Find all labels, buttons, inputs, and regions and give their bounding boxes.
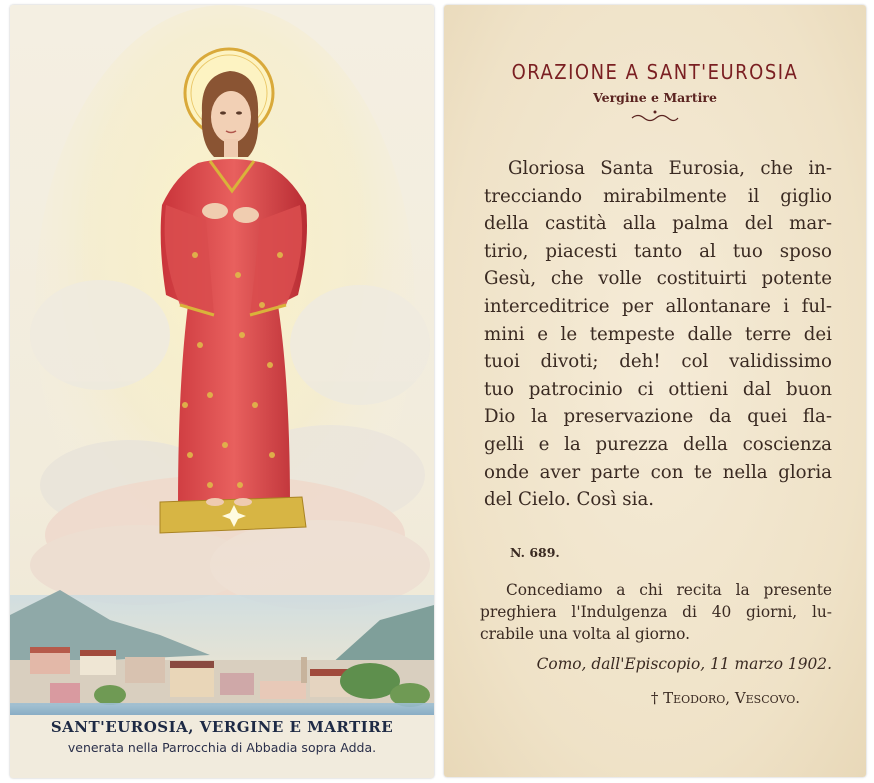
indulgence-line: Concediamo a chi recita la presente (506, 581, 832, 599)
indulgence-line: preghiera l'Indulgenza di 40 giorni, lu- (480, 603, 832, 621)
prayer-line: onde aver parte con te nella gloria (484, 461, 832, 483)
prayer-line: gelli e la purezza della coscienza (484, 433, 832, 455)
prayer-text (484, 155, 832, 514)
bishop-signature: † Teodoro, Vescovo. (650, 689, 800, 707)
prayer-title: ORAZIONE A SANT'EUROSIA (511, 60, 799, 84)
indulgence-text (480, 579, 832, 645)
place-date: Como, dall'Episcopio, 11 marzo 1902. (536, 655, 832, 673)
ornament-icon (630, 109, 680, 123)
prayer-line: tuo patrocinio ci ottieni dal buon (484, 378, 832, 400)
prayer-line: Gloriosa Santa Eurosia, che in- (508, 158, 832, 179)
prayer-line: Gesù, che volle costituirti potente (484, 268, 832, 290)
holy-card-front (10, 5, 434, 778)
prayer-number: N. 689. (510, 545, 560, 560)
prayer-line: interceditrice per allontanare i ful- (484, 295, 832, 317)
saint-illustration (10, 5, 434, 778)
prayer-line: della castità alla palma del mar- (484, 213, 832, 235)
holy-card-back (444, 5, 866, 777)
indulgence-line: crabile una volta al giorno. (480, 625, 691, 643)
image-caption-title: SANT'EUROSIA, VERGINE E MARTIRE (50, 718, 394, 736)
image-caption-subtitle: venerata nella Parrocchia di Abbadia sopra Adda. (67, 740, 377, 755)
prayer-line: trecciando mirabilmente il giglio (484, 185, 832, 207)
prayer-subtitle: Vergine e Martire (593, 90, 717, 105)
prayer-line: del Cielo. Così sia. (484, 489, 655, 511)
prayer-line: tuoi divoti; deh! col validissimo (484, 351, 832, 373)
prayer-line: tirio, piacesti tanto al tuo sposo (484, 240, 832, 262)
prayer-line: Dio la preservazione da quei fla- (484, 406, 832, 428)
prayer-line: mini e le tempeste dalle terre dei (484, 323, 832, 345)
